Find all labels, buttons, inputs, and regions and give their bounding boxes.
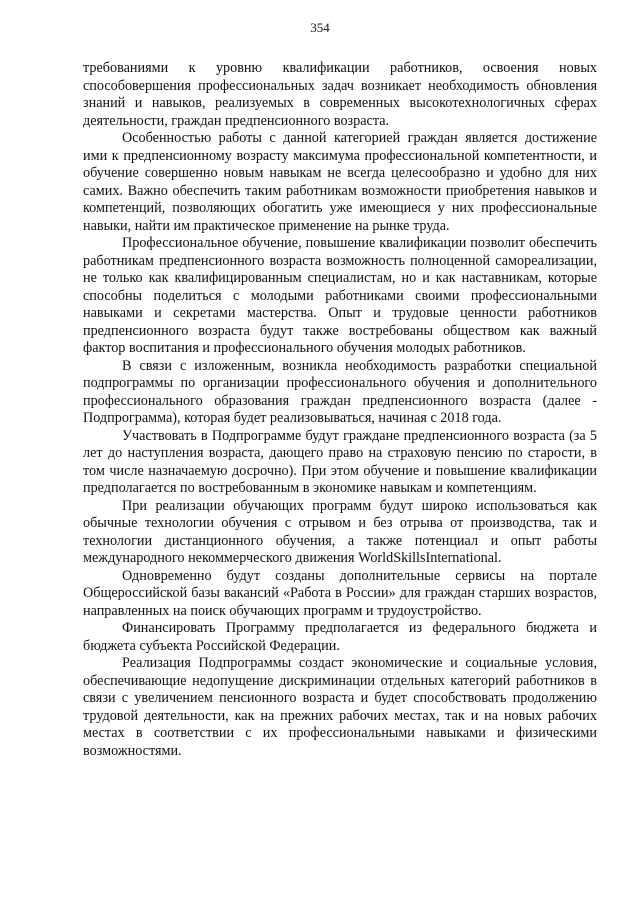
paragraph: Особенностью работы с данной категорией граждан является достижение ими к предпенсионному возрасту максимума профессиональной компетентности, и обучение совершенно новым навыкам не всегда целесообразно и удобно для них самих. Важно обеспечить таким работникам возможности приобретения навыков и компетенций, позволяющих обогатить уже имеющиеся у них профессиональные навыки, найти им практическое применение на рынке труда. xyxy=(83,130,597,234)
paragraph: Участвовать в Подпрограмме будут граждане предпенсионного возраста (за 5 лет до наступления возраста, дающего право на страховую пенсию по старости, в том числе назначаемую досрочно). При этом обучение и повышение квалификации предполагается по востребованным в экономике навыкам и компетенциям. xyxy=(83,427,597,496)
paragraph: Реализация Подпрограммы создаст экономические и социальные условия, обеспечивающие недопущение дискриминации отдельных категорий работников в связи с увеличением пенсионного возраста и будет способствовать продолжению трудовой деятельности, как на прежних рабочих местах, так и на новых рабочих местах в соответствии с их профессиональными навыками и физическими возможностями. xyxy=(83,655,597,759)
paragraph: Профессиональное обучение, повышение квалификации позволит обеспечить работникам предпенсионного возраста возможность полноценной самореализации, не только как квалифицированным специалистам, но и как наставникам, которые способны поделиться с молодыми работниками своими профессиональными навыками и секретами мастерства. Опыт и трудовые ценности работников предпенсионного возраста будут также востребованы обществом как важный фактор воспитания и профессионального обучения молодых работников. xyxy=(83,235,597,356)
paragraph: Одновременно будут созданы дополнительные сервисы на портале Общероссийской базы вакансий «Работа в России» для граждан старших возрастов, направленных на поиск обучающих программ и трудоустройство. xyxy=(83,567,597,619)
paragraph: Финансировать Программу предполагается из федерального бюджета и бюджета субъекта Российской Федерации. xyxy=(83,620,597,654)
paragraph: При реализации обучающих программ будут широко использоваться как обычные технологии обучения с отрывом и без отрыва от производства, так и технологии дистанционного обучения, а также потенциал и опыт работы международного некоммерческого движения WorldSkillsInternational. xyxy=(83,497,597,566)
paragraph: требованиями к уровню квалификации работников, освоения новых способовершения профессиональных задач возникает необходимость обновления знаний и навыков, реализуемых в современных высокотехнологичных сферах деятельности, граждан предпенсионного возраста. xyxy=(83,60,597,129)
document-body xyxy=(83,60,597,760)
paragraph: В связи с изложенным, возникла необходимость разработки специальной подпрограммы по организации профессионального обучения и дополнительного профессионального образования граждан предпенсионного возраста (далее - Подпрограмма), которая будет реализовываться, начиная с 2018 года. xyxy=(83,357,597,426)
page-number: 354 xyxy=(310,20,330,35)
